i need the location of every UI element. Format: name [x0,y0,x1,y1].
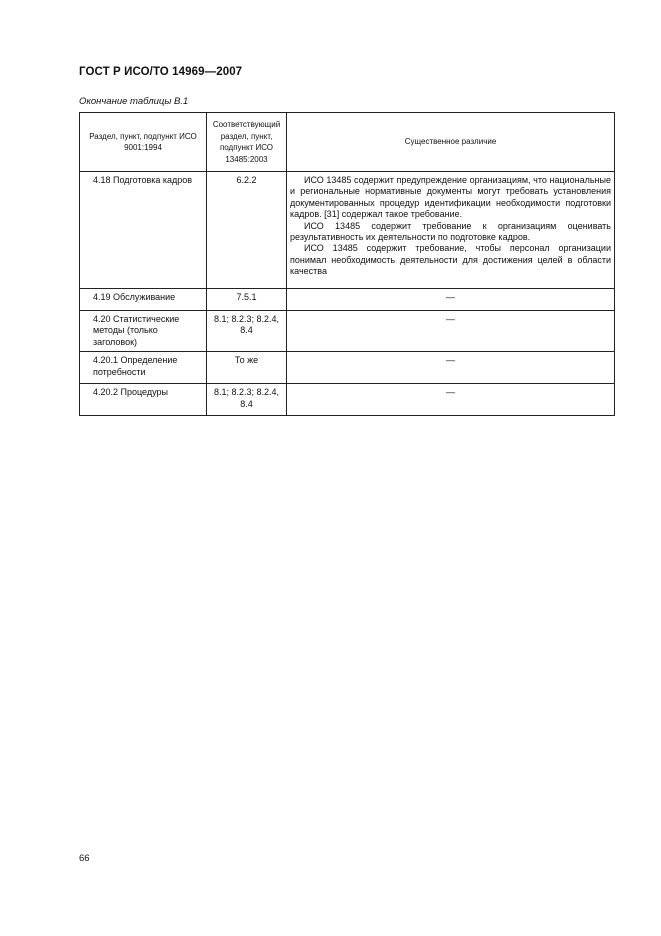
table-caption: Окончание таблицы В.1 [79,96,189,107]
cell-section: 4.20.1 Определение потребности [80,352,207,384]
cell-section: 4.19 Обслуживание [80,289,207,311]
document-title: ГОСТ Р ИСО/ТО 14969—2007 [79,66,243,78]
difference-paragraph: ИСО 13485 содержит требование, чтобы персонал организации понимал необходимость деятельности для достижения целей в области качества [290,243,611,277]
difference-paragraph: ИСО 13485 содержит требование к организациям оценивать результативность их деятельности по подготовке кадров. [290,220,611,243]
table-row [80,384,615,416]
cell-difference: — [287,289,615,311]
header-corresponding: Соответствующий раздел, пункт, подпункт ИСО 13485:2003 [207,113,287,172]
cell-difference [287,172,615,289]
table-row [80,289,615,311]
cell-corresponding: 7.5.1 [207,289,287,311]
table-header-row [80,113,615,172]
table-row [80,311,615,352]
cell-corresponding: 8.1; 8.2.3; 8.2.4, 8.4 [207,384,287,416]
table-row [80,352,615,384]
cell-difference: — [287,384,615,416]
cell-difference: — [287,311,615,352]
page-number: 66 [79,853,90,864]
cell-difference: — [287,352,615,384]
cell-corresponding: 8.1; 8.2.3; 8.2.4, 8.4 [207,311,287,352]
cell-section: 4.18 Подготовка кадров [80,172,207,289]
comparison-table [79,112,615,416]
header-difference: Существенное различие [287,113,615,172]
cell-section: 4.20 Статистические методы (только заголовок) [80,311,207,352]
header-section: Раздел, пункт, подпункт ИСО 9001:1994 [80,113,207,172]
difference-paragraph: ИСО 13485 содержит предупреждение организациям, что национальные и региональные нормативные документы могут требовать установления документированных процедур идентификации необходимости подготовки кадров. [31] содержал такое требование. [290,175,611,220]
cell-corresponding: 6.2.2 [207,172,287,289]
cell-corresponding: То же [207,352,287,384]
table-row [80,172,615,289]
cell-section: 4.20.2 Процедуры [80,384,207,416]
